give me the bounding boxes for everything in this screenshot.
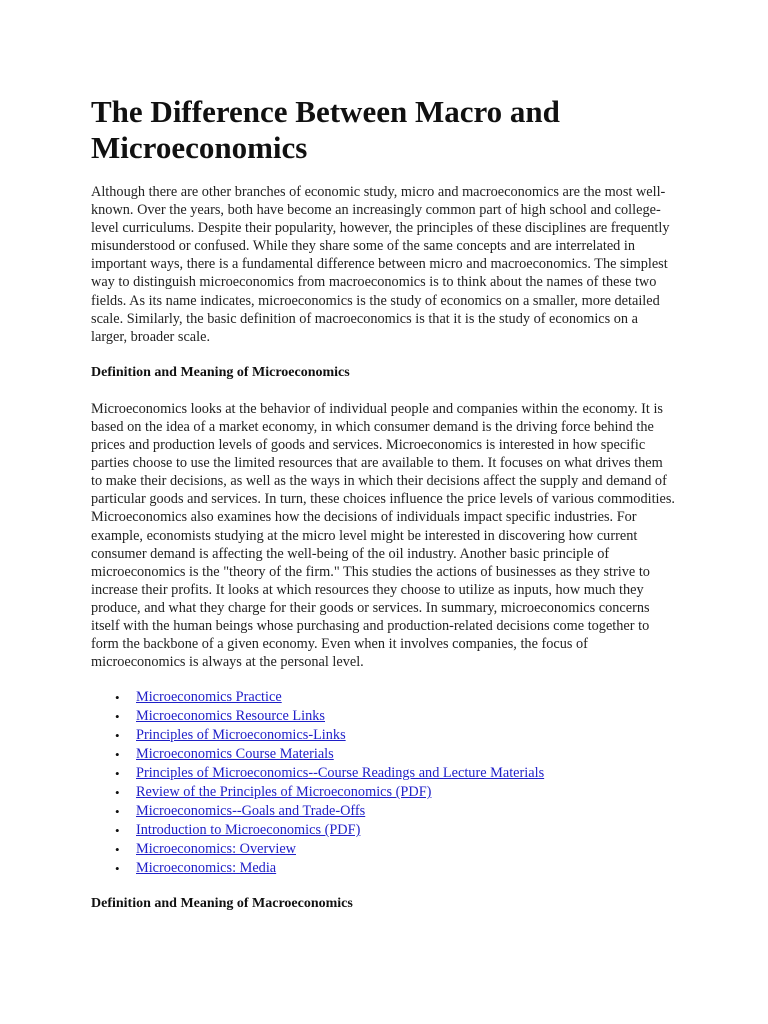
link-introduction-pdf[interactable]: Introduction to Microeconomics (PDF) [136,822,361,839]
link-microeconomics-overview[interactable]: Microeconomics: Overview [136,841,296,858]
link-microeconomics-practice[interactable]: Microeconomics Practice [136,689,282,706]
list-item [91,859,676,878]
micro-section-paragraph: Microeconomics looks at the behavior of individual people and companies within the economy. It is based on the idea of a market economy, in which consumer demand is the driving force behind the prices and production levels of goods and services. Microeconomics is interested in how specific parties choose to use the limited resources that are available to them. It focuses on what drives them to make their decisions, as well as the ways in which their decisions affect the supply and demand of particular goods and services. In turn, these choices influence the price levels of various commodities. Microeconomics also examines how the decisions of individuals impact specific industries. For example, economists studying at the micro level might be interested in discovering how current consumer demand is affecting the well-being of the oil industry. Another basic principle of microeconomics is the "theory of the firm." This studies the actions of businesses as they strive to increase their profits. It looks at which resources they choose to utilize as inputs, how much they produce, and what they charge for their goods or services. In summary, microeconomics concerns itself with the human beings whose purchasing and production-related decisions come together to form the backbone of a given economy. Even when it involves companies, the focus of microeconomics is always at the personal level. [91,400,675,671]
bullet-icon: • [115,709,120,725]
bullet-icon: • [115,823,120,839]
list-item [91,745,676,764]
link-review-principles-pdf[interactable]: Review of the Principles of Microeconomics (PDF) [136,784,432,801]
list-item [91,783,676,802]
link-course-readings-lecture-materials[interactable]: Principles of Microeconomics--Course Readings and Lecture Materials [136,765,545,782]
resource-link-list [91,688,676,878]
intro-paragraph: Although there are other branches of economic study, micro and macroeconomics are the most well-known. Over the years, both have become an increasingly common part of high school and college-level curriculums. Despite their popularity, however, the principles of these disciplines are frequently misunderstood or confused. While they share some of the same concepts and are interrelated in important ways, there is a fundamental difference between micro and macroeconomics. The simplest way to distinguish microeconomics from macroeconomics is to think about the names of these two fields. As its name indicates, microeconomics is the study of economics on a smaller, more detailed scale. Similarly, the basic definition of macroeconomics is that it is the study of economics on a larger, broader scale. [91,184,670,345]
list-item [91,802,676,821]
list-item [91,764,676,783]
article-title: The Difference Between Macro and Microeconomics [91,94,560,165]
link-microeconomics-course-materials[interactable]: Microeconomics Course Materials [136,746,334,763]
bullet-icon: • [115,747,120,763]
link-principles-of-microeconomics-links[interactable]: Principles of Microeconomics-Links [136,727,346,744]
list-item [91,821,676,840]
bullet-icon: • [115,804,120,820]
bullet-icon: • [115,842,120,858]
bullet-icon: • [115,690,120,706]
micro-section-heading: Definition and Meaning of Microeconomics [91,364,350,380]
link-goals-and-trade-offs[interactable]: Microeconomics--Goals and Trade-Offs [136,803,366,820]
bullet-icon: • [115,728,120,744]
link-microeconomics-media[interactable]: Microeconomics: Media [136,860,277,877]
bullet-icon: • [115,861,120,877]
list-item [91,840,676,859]
link-microeconomics-resource-links[interactable]: Microeconomics Resource Links [136,708,325,725]
list-item [91,726,676,745]
list-item [91,688,676,707]
bullet-icon: • [115,785,120,801]
list-item [91,707,676,726]
bullet-icon: • [115,766,120,782]
macro-section-heading: Definition and Meaning of Macroeconomics [91,896,353,912]
article-page [91,94,676,931]
